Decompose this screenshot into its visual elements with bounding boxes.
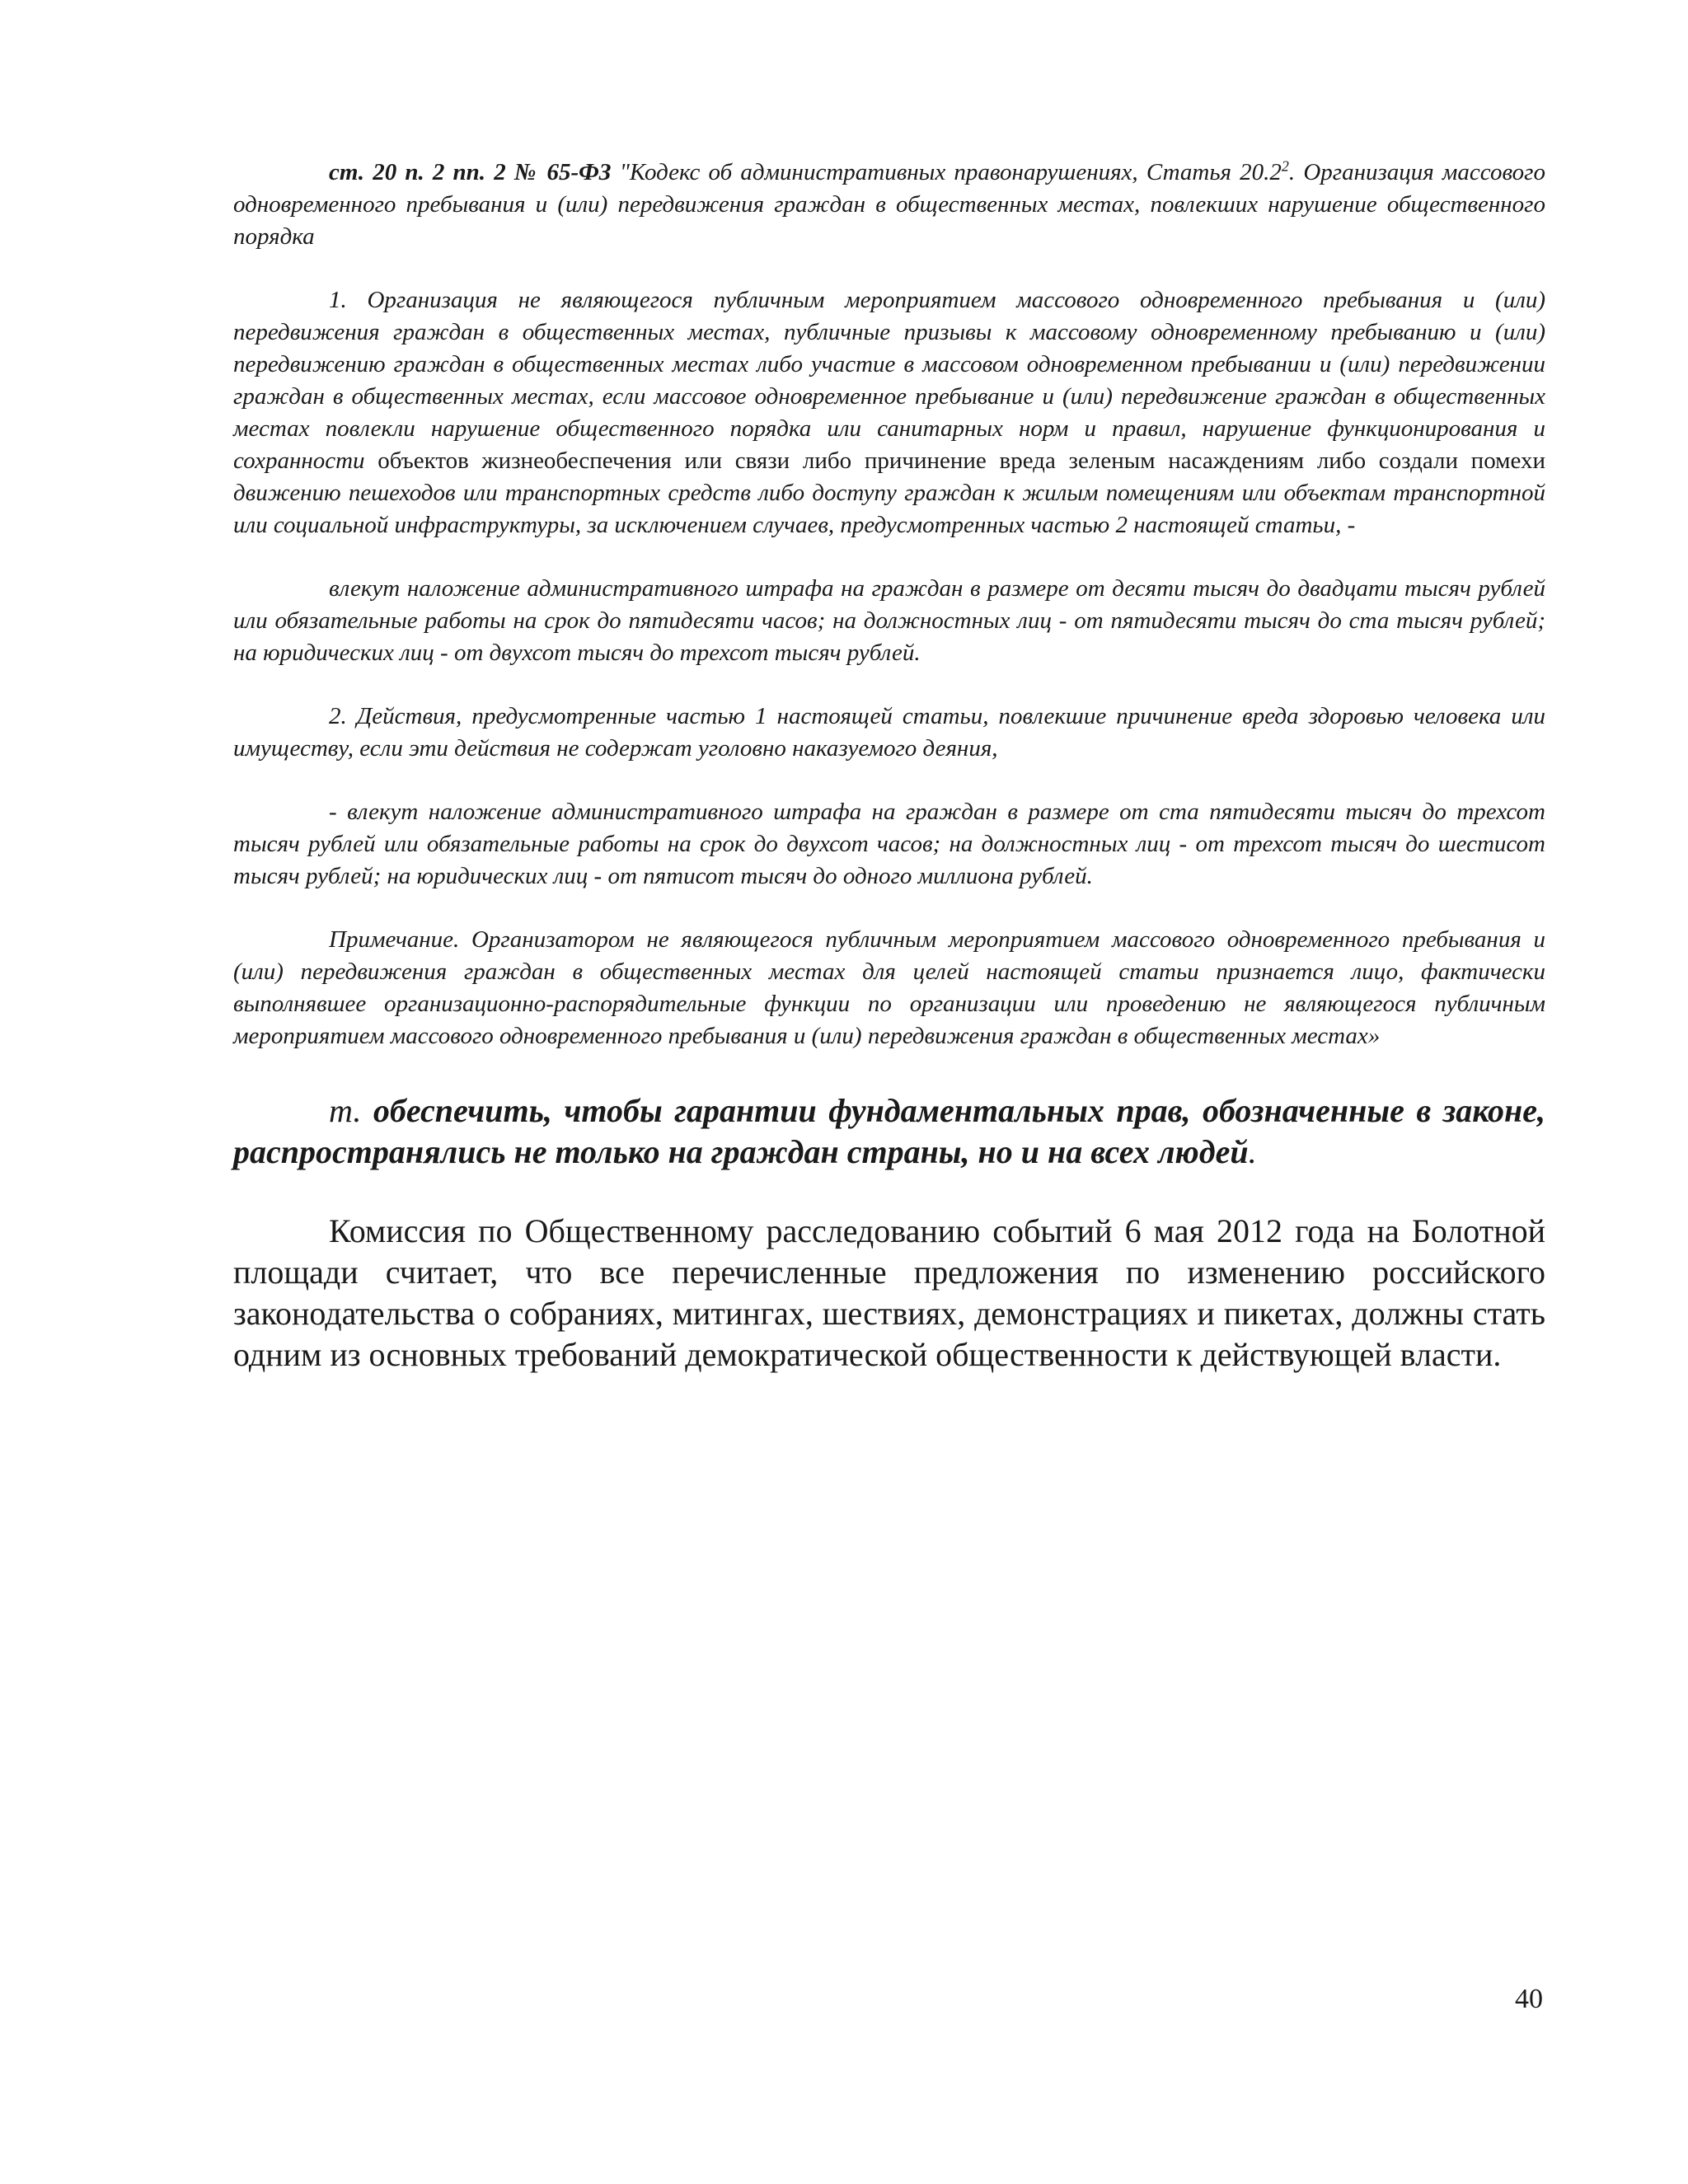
law-article-title-part-a: "Кодекс об административных правонарушениях, Статья 20.2	[611, 159, 1282, 185]
item-t-text: обеспечить, чтобы гарантии фундаментальных прав, обозначенные в законе, распространялись не только на граждан страны, но и на всех людей	[233, 1092, 1545, 1170]
law-article-title-part-b: . Организация массового одновременного пребывания и (или) передвижения граждан в общественных местах, повлекших нарушение общественного порядка	[233, 159, 1545, 250]
article-part-1-italic-a: 1. Организация не являющегося публичным мероприятием массового одновременного пребывания и (или) передвижения граждан в общественных местах, публичные призывы к массовому одновременному пребыванию и (или) передвижению граждан в общественных местах либо участие в массовом одновременном пребывании и (или) передвижении граждан в общественных местах, если массовое одновременное пребывание и (или) передвижение граждан в общественных местах повлекли нарушение общественного порядка или санитарных норм и правил, нарушение функционирования и сохранности	[233, 287, 1545, 474]
article-part-1	[233, 284, 1545, 541]
recommendation-item-t	[233, 1090, 1545, 1173]
item-t-end: .	[1248, 1133, 1257, 1170]
page-number: 40	[1515, 1984, 1543, 2014]
document-page	[233, 157, 1545, 1376]
law-reference-heading	[233, 157, 1545, 253]
article-superscript: 2	[1281, 157, 1289, 175]
article-part-2: 2. Действия, предусмотренные частью 1 настоящей статьи, повлекшие причинение вреда здоровью человека или имуществу, если эти действия не содержат уголовно наказуемого деяния,	[233, 703, 1545, 762]
penalty-part-1: влекут наложение административного штрафа на граждан в размере от десяти тысяч до двадцати тысяч рублей или обязательные работы на срок до пятидесяти часов; на должностных лиц - от пятидесяти тысяч до ста тысяч рублей; на юридических лиц - от двухсот тысяч до трехсот тысяч рублей.	[233, 575, 1545, 666]
law-reference-citation: ст. 20 п. 2 пп. 2 № 65-ФЗ	[329, 159, 612, 185]
article-part-1-italic-b: движению пешеходов или транспортных средств либо доступу граждан к жилым помещениям или объектам транспортной или социальной инфраструктуры, за исключением случаев, предусмотренных частью 2 настоящей статьи, -	[233, 480, 1545, 538]
conclusion-paragraph: Комиссия по Общественному расследованию событий 6 мая 2012 года на Болотной площади считает, что все перечисленные предложения по изменению российского законодательства о собраниях, митингах, шествиях, демонстрациях и пикетах, должны стать одним из основных требований демократической общественности к действующей власти.	[233, 1212, 1545, 1373]
penalty-part-2: - влекут наложение административного штрафа на граждан в размере от ста пятидесяти тысяч до трехсот тысяч рублей или обязательные работы на срок до двухсот часов; на должностных лиц - от трехсот тысяч до шестисот тысяч рублей; на юридических лиц - от пятисот тысяч до одного миллиона рублей.	[233, 799, 1545, 889]
article-part-1-regular: объектов жизнеобеспечения или связи либо причинение вреда зеленым насаждениям либо создали помехи	[364, 448, 1545, 474]
article-note: Примечание. Организатором не являющегося публичным мероприятием массового одновременного пребывания и (или) передвижения граждан в общественных местах для целей настоящей статьи признается лицо, фактически выполнявшее организационно-распорядительные функции по организации или проведению не являющегося публичным мероприятием массового одновременного пребывания и (или) передвижения граждан в общественных местах»	[233, 926, 1545, 1049]
item-t-marker: т.	[329, 1092, 373, 1129]
